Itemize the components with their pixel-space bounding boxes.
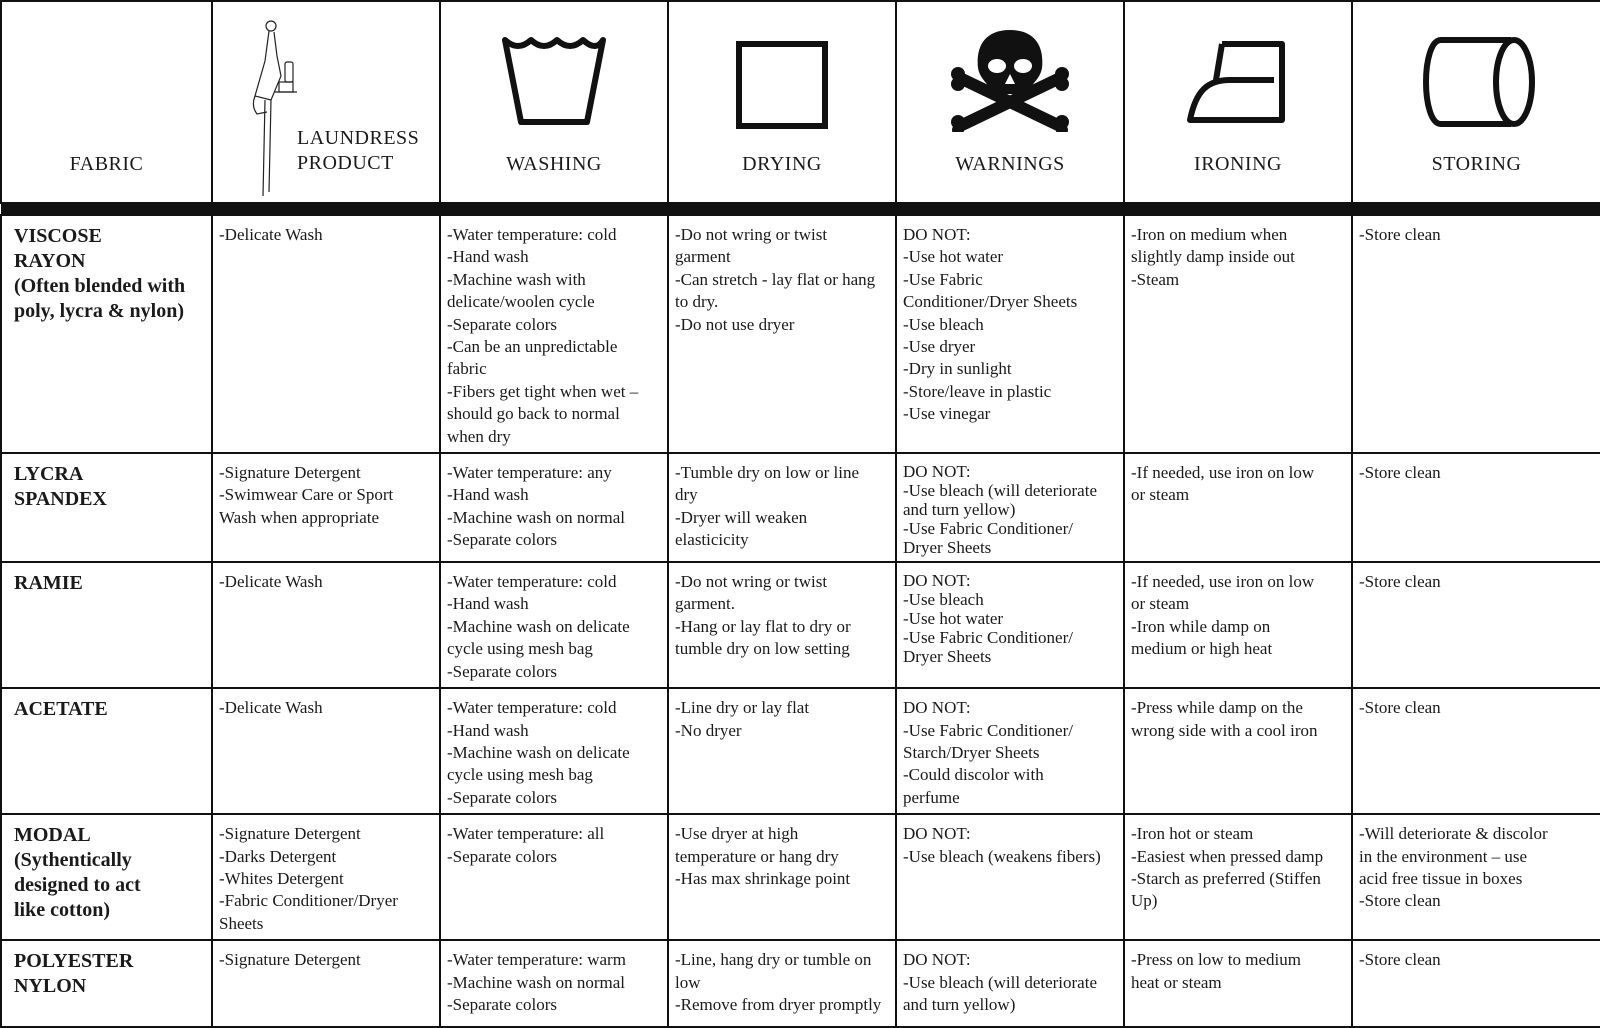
cell-drying xyxy=(668,688,896,814)
washing-line: delicate/woolen cycle xyxy=(447,292,595,312)
cell-ironing xyxy=(1124,814,1352,940)
header-warnings xyxy=(896,1,1124,203)
header-drying xyxy=(668,1,896,203)
storing-line: -Store clean xyxy=(1359,698,1441,718)
cell-washing xyxy=(440,940,668,1027)
fabric-line: POLYESTER xyxy=(14,950,134,973)
drying-line: -Can stretch - lay flat or hang xyxy=(675,269,876,289)
table-row xyxy=(1,940,1600,1027)
fabric-line: designed to act xyxy=(14,874,141,897)
cell-fabric xyxy=(1,215,212,453)
washing-line: -Separate colors xyxy=(447,530,557,550)
ironing-line: -Easiest when pressed damp xyxy=(1131,846,1324,866)
washing-line: when dry xyxy=(447,426,511,446)
cell-storing xyxy=(1352,814,1600,940)
storing-line: in the environment – use xyxy=(1359,846,1528,866)
table-row xyxy=(1,453,1600,562)
warnings-line: DO NOT: xyxy=(903,462,971,482)
washing-line: -Separate colors xyxy=(447,787,557,807)
drying-line: -Do not wring or twist xyxy=(675,225,828,244)
fabric-line: SPANDEX xyxy=(14,488,107,511)
cell-storing xyxy=(1352,940,1600,1027)
cell-warnings xyxy=(896,688,1124,814)
cell-storing xyxy=(1352,453,1600,562)
header-storing-label: STORING xyxy=(1431,153,1522,175)
cell-ironing xyxy=(1124,688,1352,814)
cell-drying xyxy=(668,453,896,562)
ironing-line: -Iron hot or steam xyxy=(1131,824,1254,844)
drying-line: temperature or hang dry xyxy=(675,846,839,866)
cell-washing xyxy=(440,562,668,688)
warnings-line: Starch/Dryer Sheets xyxy=(903,742,1040,762)
storing-line: -Store clean xyxy=(1359,572,1441,592)
washing-line: -Separate colors xyxy=(447,994,557,1014)
washing-line: -Separate colors xyxy=(447,314,557,334)
warnings-line: -Could discolor with xyxy=(903,765,1044,785)
ironing-line: wrong side with a cool iron xyxy=(1131,720,1318,740)
washing-line: -Water temperature: cold xyxy=(447,225,617,244)
washing-line: -Hand wash xyxy=(447,720,529,740)
cell-washing xyxy=(440,215,668,453)
cell-ironing xyxy=(1124,940,1352,1027)
warnings-line: -Use Fabric Conditioner/ xyxy=(903,628,1073,648)
laundress-line: -Swimwear Care or Sport xyxy=(219,485,394,505)
drying-line: elasticicity xyxy=(675,530,749,550)
laundress-line: -Signature Detergent xyxy=(219,950,361,970)
fabric-line: RAMIE xyxy=(14,572,83,595)
warnings-line: Dryer Sheets xyxy=(903,538,992,558)
cell-washing xyxy=(440,814,668,940)
header-fabric-label: FABRIC xyxy=(69,153,144,175)
cell-ironing xyxy=(1124,215,1352,453)
washing-line: -Can be an unpredictable xyxy=(447,337,618,357)
cell-ironing xyxy=(1124,453,1352,562)
warnings-line: DO NOT: xyxy=(903,571,971,591)
drying-line: to dry. xyxy=(675,292,719,312)
header-laundress-label-1: LAUNDRESS xyxy=(297,127,420,149)
cell-drying xyxy=(668,562,896,688)
washing-line: -Water temperature: warm xyxy=(447,950,626,970)
header-laundress xyxy=(212,1,440,203)
storing-line: -Will deteriorate & discolor xyxy=(1359,824,1548,844)
drying-line: garment xyxy=(675,247,731,267)
ironing-line: medium or high heat xyxy=(1131,639,1273,659)
laundress-line: -Delicate Wash xyxy=(219,572,323,592)
cell-storing xyxy=(1352,215,1600,453)
laundress-line: Sheets xyxy=(219,913,264,933)
warnings-line: DO NOT: xyxy=(903,824,971,844)
washing-line: -Hand wash xyxy=(447,594,529,614)
fabric-line: (Often blended with xyxy=(14,275,186,297)
cell-fabric xyxy=(1,562,212,688)
washing-line: -Separate colors xyxy=(447,846,557,866)
table-row xyxy=(1,688,1600,814)
drying-line: tumble dry on low setting xyxy=(675,639,850,659)
fabric-line: LYCRA xyxy=(14,463,84,486)
cell-fabric xyxy=(1,688,212,814)
warnings-line: -Use bleach (will deteriorate xyxy=(903,481,1097,501)
warnings-line: Conditioner/Dryer Sheets xyxy=(903,292,1078,312)
cell-ironing xyxy=(1124,562,1352,688)
warnings-line: -Store/leave in plastic xyxy=(903,381,1052,401)
drying-line: -Line, hang dry or tumble on xyxy=(675,950,872,970)
laundress-line: -Whites Detergent xyxy=(219,868,344,888)
washing-line: -Water temperature: all xyxy=(447,824,605,844)
cell-drying xyxy=(668,215,896,453)
cell-fabric xyxy=(1,940,212,1027)
warnings-line: -Use bleach (weakens fibers) xyxy=(903,846,1101,866)
washing-line: cycle using mesh bag xyxy=(447,639,593,659)
washing-line: -Water temperature: cold xyxy=(447,572,617,592)
washing-line: -Machine wash on normal xyxy=(447,972,625,992)
ironing-line: -Iron while damp on xyxy=(1131,616,1271,636)
washing-line: -Machine wash on normal xyxy=(447,507,625,527)
cell-drying xyxy=(668,814,896,940)
ironing-line: -Iron on medium when xyxy=(1131,225,1288,244)
ironing-line: -Press while damp on the xyxy=(1131,698,1303,718)
warnings-line: -Use vinegar xyxy=(903,404,991,424)
laundress-figure-icon xyxy=(241,16,301,198)
wash-tub-icon xyxy=(499,34,609,126)
cell-laundress xyxy=(212,688,440,814)
fabric-line: poly, lycra & nylon) xyxy=(14,300,185,322)
washing-line: -Hand wash xyxy=(447,485,529,505)
ironing-line: heat or steam xyxy=(1131,972,1222,992)
storage-cylinder-icon xyxy=(1415,34,1539,130)
ironing-line: -If needed, use iron on low xyxy=(1131,572,1315,592)
ironing-line: -If needed, use iron on low xyxy=(1131,463,1315,483)
washing-line: -Machine wash on delicate xyxy=(447,742,630,762)
cell-laundress xyxy=(212,814,440,940)
header-storing xyxy=(1352,1,1600,203)
fabric-line: MODAL xyxy=(14,824,91,847)
drying-line: dry xyxy=(675,485,698,505)
laundress-line: -Delicate Wash xyxy=(219,225,323,244)
warnings-line: -Use Fabric Conditioner/ xyxy=(903,519,1073,539)
warnings-line: DO NOT: xyxy=(903,698,971,718)
cell-laundress xyxy=(212,940,440,1027)
drying-line: low xyxy=(675,972,701,992)
cell-drying xyxy=(668,940,896,1027)
cell-washing xyxy=(440,453,668,562)
drying-line: -Do not use dryer xyxy=(675,314,795,334)
ironing-line: -Starch as preferred (Stiffen xyxy=(1131,868,1321,888)
cell-laundress xyxy=(212,453,440,562)
header-warnings-label: WARNINGS xyxy=(955,153,1065,175)
drying-line: -Dryer will weaken xyxy=(675,507,808,527)
warnings-line: and turn yellow) xyxy=(903,500,1016,520)
warnings-line: DO NOT: xyxy=(903,225,971,244)
warnings-line: -Use bleach xyxy=(903,590,984,610)
laundress-line: -Darks Detergent xyxy=(219,846,337,866)
washing-line: -Hand wash xyxy=(447,247,529,267)
washing-line: -Fibers get tight when wet – xyxy=(447,381,639,401)
ironing-line: Up) xyxy=(1131,891,1158,911)
washing-line: fabric xyxy=(447,359,487,379)
laundress-line: -Signature Detergent xyxy=(219,824,361,844)
storing-line: -Store clean xyxy=(1359,463,1441,483)
table-row xyxy=(1,814,1600,940)
laundress-line: -Fabric Conditioner/Dryer xyxy=(219,891,398,911)
header-ironing xyxy=(1124,1,1352,203)
header-washing-label: WASHING xyxy=(506,153,602,175)
warnings-line: -Use Fabric xyxy=(903,269,983,289)
ironing-line: or steam xyxy=(1131,594,1190,614)
laundress-line: Wash when appropriate xyxy=(219,507,380,527)
skull-crossbones-icon xyxy=(950,28,1070,132)
table-row xyxy=(1,215,1600,453)
washing-line: should go back to normal xyxy=(447,404,620,424)
ironing-line: or steam xyxy=(1131,485,1190,505)
storing-line: acid free tissue in boxes xyxy=(1359,868,1523,888)
warnings-line: perfume xyxy=(903,787,960,807)
header-row xyxy=(1,1,1600,203)
laundress-line: -Signature Detergent xyxy=(219,463,361,483)
cell-fabric xyxy=(1,814,212,940)
cell-warnings xyxy=(896,940,1124,1027)
drying-line: -Remove from dryer promptly xyxy=(675,994,882,1014)
fabric-line: like cotton) xyxy=(14,899,111,922)
washing-line: -Machine wash with xyxy=(447,269,586,289)
storing-line: -Store clean xyxy=(1359,950,1441,970)
warnings-line: DO NOT: xyxy=(903,950,971,970)
drying-line: -Do not wring or twist xyxy=(675,572,828,592)
washing-line: -Water temperature: any xyxy=(447,463,612,483)
cell-washing xyxy=(440,688,668,814)
storing-line: -Store clean xyxy=(1359,891,1441,911)
drying-line: garment. xyxy=(675,594,735,614)
header-washing xyxy=(440,1,668,203)
drying-line: -No dryer xyxy=(675,720,742,740)
fabric-line: RAYON xyxy=(14,250,86,272)
washing-line: -Separate colors xyxy=(447,661,557,681)
header-fabric xyxy=(1,1,212,203)
warnings-line: and turn yellow) xyxy=(903,994,1016,1014)
cell-storing xyxy=(1352,688,1600,814)
warnings-line: -Dry in sunlight xyxy=(903,359,1012,379)
fabric-line: (Sythentically xyxy=(14,849,132,872)
iron-icon xyxy=(1186,34,1290,126)
warnings-line: -Use Fabric Conditioner/ xyxy=(903,720,1073,740)
warnings-line: -Use hot water xyxy=(903,247,1004,267)
cell-storing xyxy=(1352,562,1600,688)
warnings-line: -Use bleach (will deteriorate xyxy=(903,972,1097,992)
fabric-line: VISCOSE xyxy=(14,225,102,247)
drying-line: -Has max shrinkage point xyxy=(675,868,851,888)
table-row xyxy=(1,562,1600,688)
fabric-line: NYLON xyxy=(14,975,87,998)
warnings-line: Dryer Sheets xyxy=(903,647,992,667)
washing-line: cycle using mesh bag xyxy=(447,765,593,785)
ironing-line: slightly damp inside out xyxy=(1131,247,1295,267)
ironing-line: -Steam xyxy=(1131,269,1180,289)
storing-line: -Store clean xyxy=(1359,225,1441,244)
warnings-line: -Use dryer xyxy=(903,337,976,357)
cell-laundress xyxy=(212,215,440,453)
drying-line: -Line dry or lay flat xyxy=(675,698,810,718)
warnings-line: -Use hot water xyxy=(903,609,1004,629)
header-ironing-label: IRONING xyxy=(1194,153,1282,175)
header-laundress-label-2: PRODUCT xyxy=(297,152,394,174)
drying-line: -Use dryer at high xyxy=(675,824,799,844)
dry-square-icon xyxy=(734,34,830,130)
header-divider xyxy=(1,203,1600,215)
header-drying-label: DRYING xyxy=(742,153,822,175)
washing-line: -Water temperature: cold xyxy=(447,698,617,718)
washing-line: -Machine wash on delicate xyxy=(447,616,630,636)
laundress-line: -Delicate Wash xyxy=(219,698,323,718)
cell-warnings xyxy=(896,453,1124,562)
drying-line: -Hang or lay flat to dry or xyxy=(675,616,851,636)
ironing-line: -Press on low to medium xyxy=(1131,950,1301,970)
cell-fabric xyxy=(1,453,212,562)
cell-laundress xyxy=(212,562,440,688)
cell-warnings xyxy=(896,215,1124,453)
drying-line: -Tumble dry on low or line xyxy=(675,463,860,483)
cell-warnings xyxy=(896,814,1124,940)
fabric-line: ACETATE xyxy=(14,698,108,721)
cell-warnings xyxy=(896,562,1124,688)
warnings-line: -Use bleach xyxy=(903,314,984,334)
